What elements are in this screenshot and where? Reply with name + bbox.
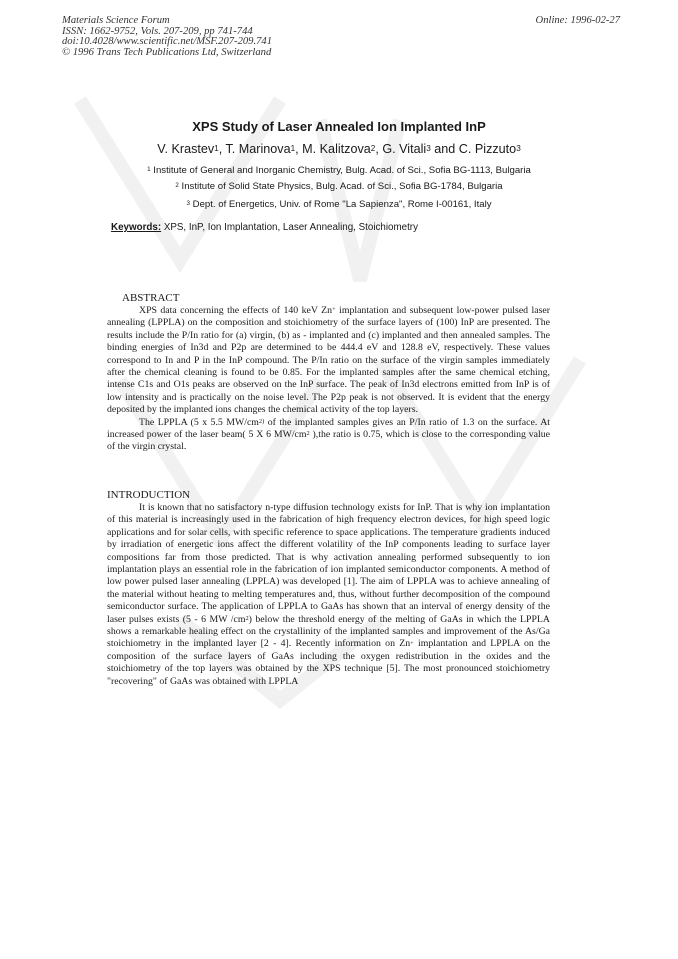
superscript: + xyxy=(332,306,336,314)
author-separator: , xyxy=(375,142,383,156)
author-affiliation-mark: 1 xyxy=(214,143,219,153)
text-run: ) below the threshold energy of the melting of GaAs in which the LPPLA shows a remarkable healing effect on the crystallinity of the implanted samples and improvement of the As/Ga stoichiometry in the implanted layer [2 - 4]. Recently information on Zn xyxy=(107,613,550,650)
author-name: V. Krastev xyxy=(157,142,215,156)
text-run: XPS data concerning the effects of 140 keV Zn xyxy=(139,305,333,316)
affiliation-mark: 3 xyxy=(186,200,190,208)
abstract-paragraph xyxy=(107,305,550,417)
doi-link[interactable]: doi:10.4028/www.scientific.net/MSF.207-209.741 xyxy=(62,36,272,48)
text-run: The LPPLA (5 x 5.5 MW/cm xyxy=(139,416,259,428)
superscript: 2 xyxy=(245,614,249,622)
text-run: of the implanted samples gives an P/In ratio of 1.3 on the surface. At increased power of the laser beam( 5 X 6 MW/cm xyxy=(107,416,550,441)
affiliation-text: Institute of General and Inorganic Chemistry, Bulg. Acad. of Sci., Sofia BG-1113, Bulgaria xyxy=(153,165,531,176)
affiliation-2 xyxy=(0,181,678,192)
author-separator: , xyxy=(218,142,226,156)
author-affiliation-mark: 3 xyxy=(516,143,521,153)
publication-info xyxy=(62,16,272,58)
text-run: It is known that no satisfactory n-type diffusion technology exists for InP. That is why ion implantation of this material is increasingly used in the fabrication of high frequency electron devices, for high speed logic applications and for solar cells, with specific reference to space applications. The temperature gradients induced by irradiation of energetic ions affect the different volatility of the InP components leading to surface layer compositions far from those predicted. That is why activation annealing performed subsequently to ion implantation plays an essential role in the fabrication of ion implanted semiconductor components. A method of low power pulsed laser annealing (LPPLA) was developed [1]. The aim of LPPLA was to achieve annealing of the material without heating to melting temperatures and, thus, without further decomposition of the compound semiconductor surface. The application of LPPLA to GaAs has shown that an interval of energy density of the laser pulses exists (5 - 6 MW /cm xyxy=(107,502,550,625)
copyright-line: © 1996 Trans Tech Publications Ltd, Switzerland xyxy=(62,46,272,58)
superscript: 2) xyxy=(258,417,265,425)
affiliation-3 xyxy=(0,199,678,210)
affiliation-mark: 2 xyxy=(175,182,179,190)
author-name: C. Pizzuto xyxy=(458,142,517,156)
introduction-heading: INTRODUCTION xyxy=(107,489,191,501)
abstract-paragraph xyxy=(107,417,550,454)
author-affiliation-mark: 1 xyxy=(290,143,296,153)
superscript: + xyxy=(410,639,414,647)
author-separator: and xyxy=(430,142,459,156)
affiliation-1 xyxy=(0,165,678,176)
text-run: implantation and LPPLA on the composition of the surface layers of GaAs including the oxygen redistribution in the oxides and the stoichiometry of the top layers was obtained by the XPS technique [5]. The most pronounced stoichiometry "recovering" of GaAs was obtained with LPPLA xyxy=(107,638,551,687)
paper-title: XPS Study of Laser Annealed Ion Implanted InP xyxy=(192,119,486,134)
keywords-line xyxy=(111,222,418,233)
author-affiliation-mark: 2 xyxy=(370,143,376,153)
abstract-heading: ABSTRACT xyxy=(122,292,180,304)
author-affiliation-mark: 3 xyxy=(426,143,431,153)
introduction-paragraph xyxy=(107,502,550,688)
author-name: G. Vitali xyxy=(382,142,427,156)
author-list xyxy=(0,142,678,156)
author-separator: , xyxy=(295,142,303,156)
text-run: ),the ratio is 0.75, which is close to the corresponding value of the virgin crystal. xyxy=(107,429,550,453)
text-run: implantation and subsequent low-power pulsed laser annealing (LPPLA) on the composition and stoichiometry of the surface layers of (100) InP are presented. The results include the P/In ratio for (a) virgin, (b) as - implanted and (c) implanted and then annealed samples. The binding energies of In3d and P2p are determined to be 444.4 eV and 128.8 eV, respectively. These values correspond to In and P in the InP compound. The P/In ratio on the surface of the virgin samples immediately after the chemical cleaning is found to be 0.85. For the implanted samples after the same chemical etching, intense C1s and O1s peaks are observed on the InP surface. The peak of In3d electrons emitted from InP is of low intensity and is practically on the noise level. The P2p peak is not observed. It is evident that the energy deposited by the implanted ions changes the chemical activity of the top layers. xyxy=(107,305,550,416)
author-name: T. Marinova xyxy=(225,142,291,156)
superscript: 2 xyxy=(306,430,310,438)
abstract-body xyxy=(107,305,550,454)
keywords-text: XPS, InP, Ion Implantation, Laser Annealing, Stoichiometry xyxy=(163,222,418,233)
introduction-body xyxy=(107,502,550,688)
affiliation-text: Dept. of Energetics, Univ. of Rome "La Sapienza", Rome I-00161, Italy xyxy=(192,199,492,210)
keywords-label: Keywords: xyxy=(111,222,162,233)
affiliation-text: Institute of Solid State Physics, Bulg. Acad. of Sci., Sofia BG-1784, Bulgaria xyxy=(181,181,503,192)
journal-name: Materials Science Forum xyxy=(62,15,170,26)
author-name: M. Kalitzova xyxy=(302,142,371,156)
online-date: Online: 1996-02-27 xyxy=(535,15,620,26)
issn-line: ISSN: 1662-9752, Vols. 207-209, pp 741-744 xyxy=(62,25,253,37)
affiliation-mark: 1 xyxy=(147,166,151,174)
